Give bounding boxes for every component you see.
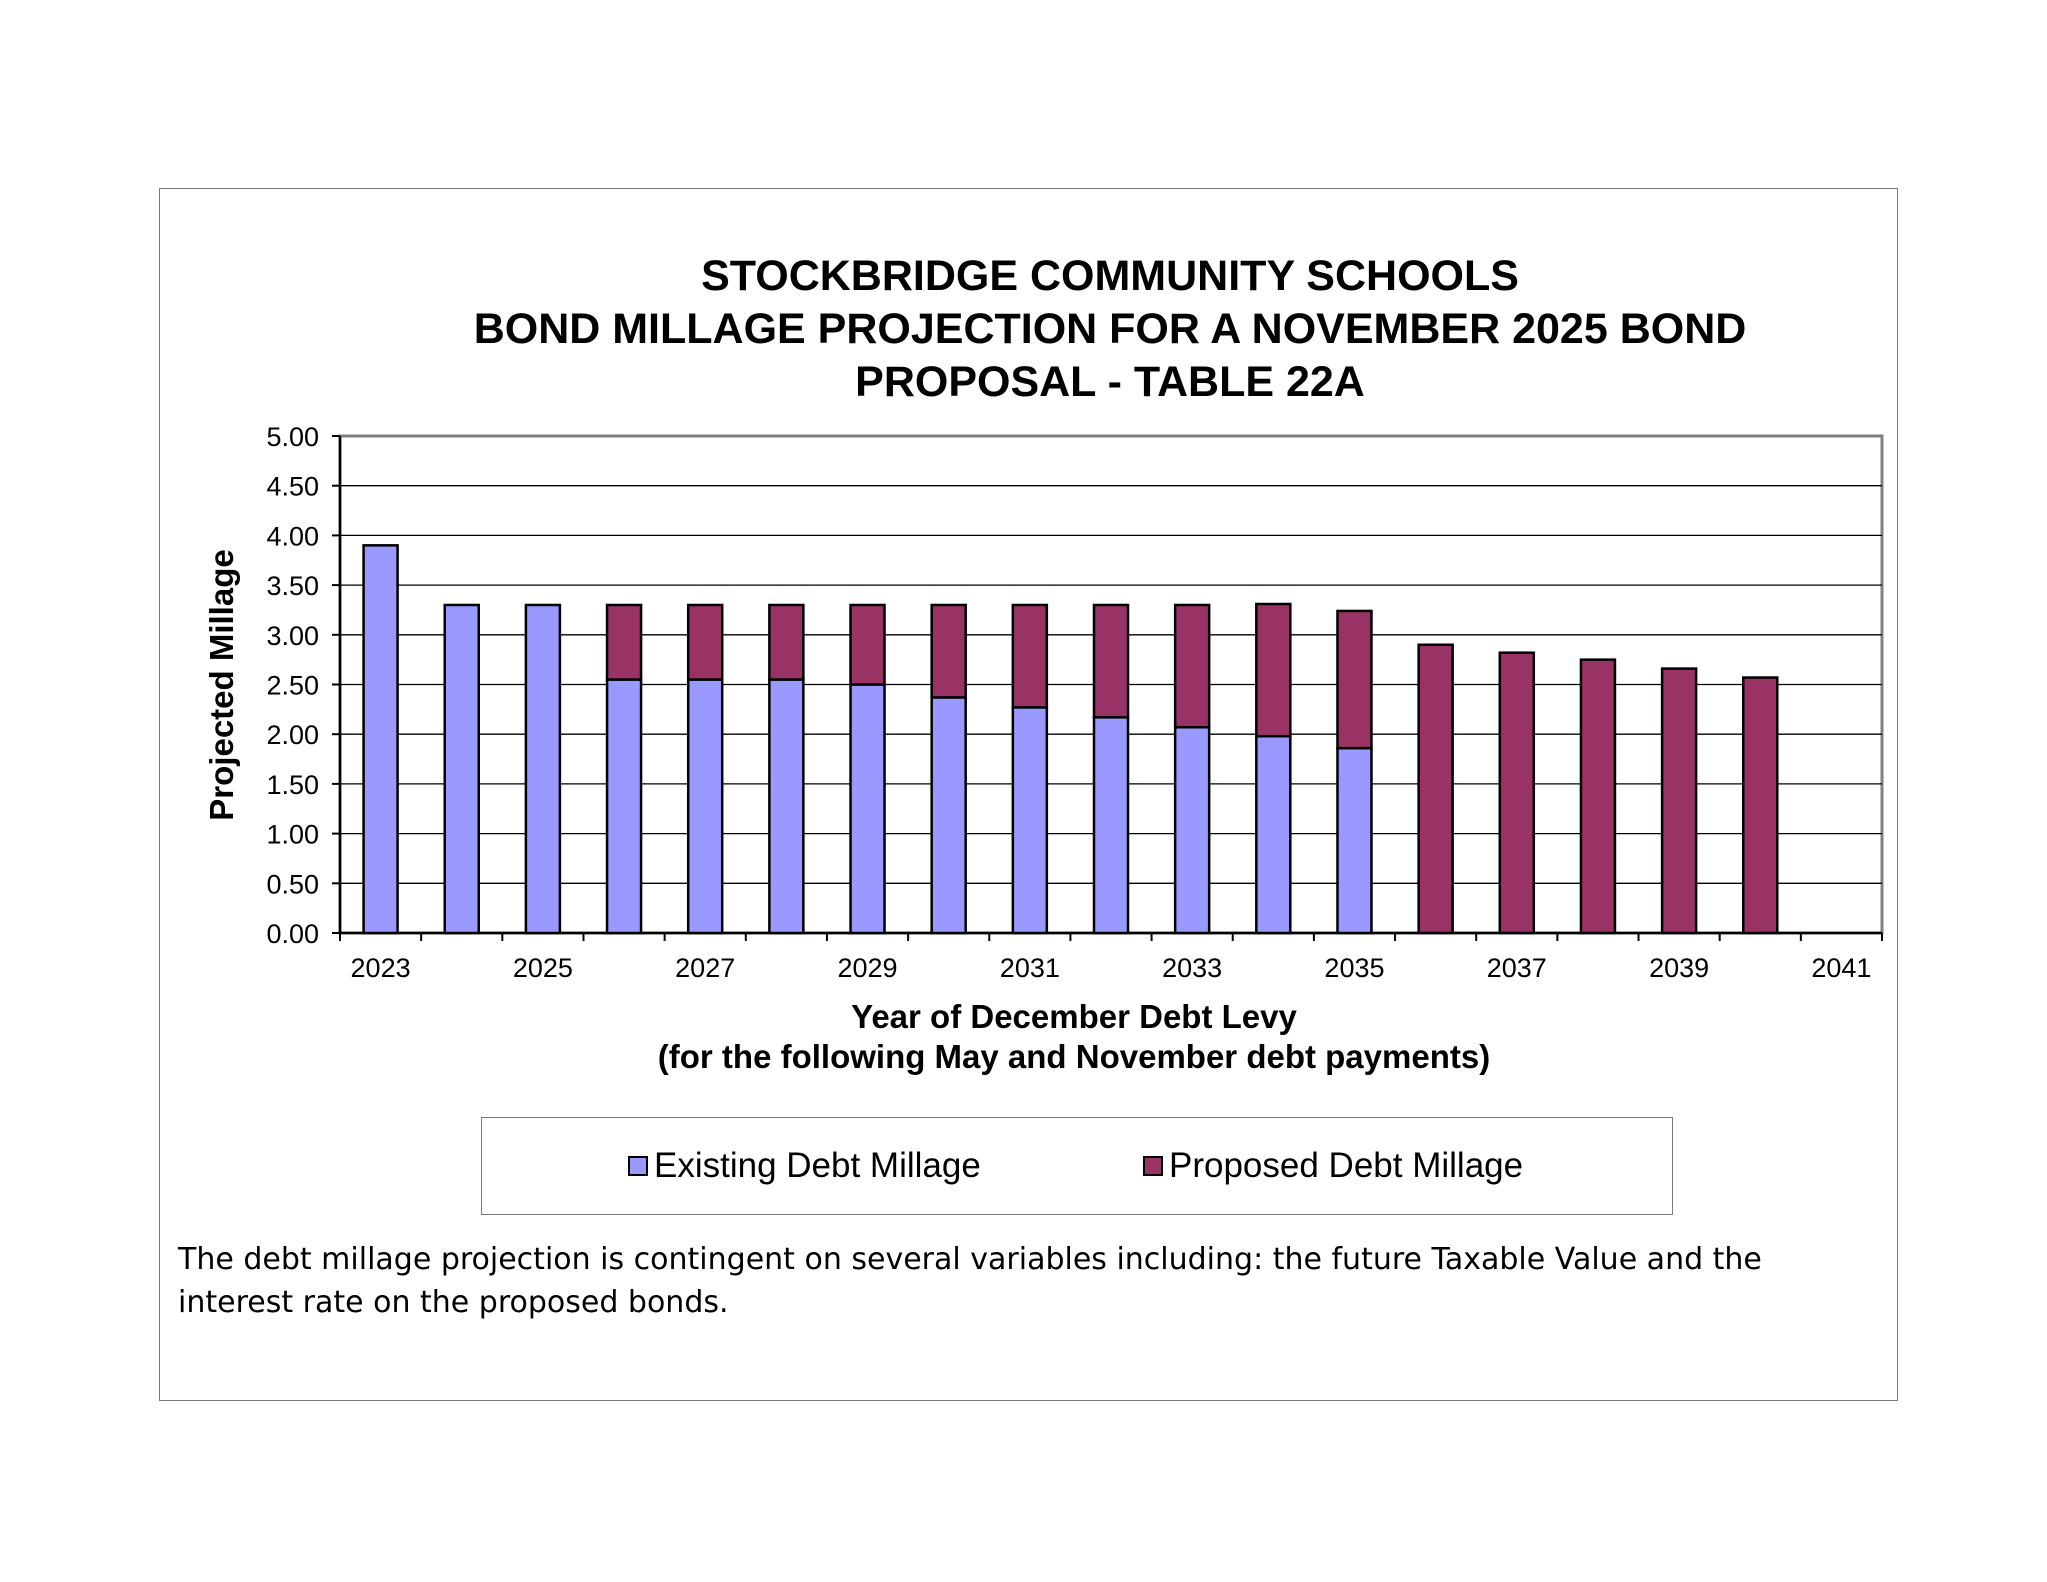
y-tick-label: 3.00 <box>266 620 319 651</box>
x-tick-label: 2041 <box>1811 953 1872 983</box>
x-tick-label: 2027 <box>675 953 736 983</box>
title-line-3: PROPOSAL - TABLE 22A <box>855 358 1365 406</box>
x-tick-label: 2037 <box>1486 953 1547 983</box>
footnote: The debt millage projection is contingent on several variables including: the future Taxable Value and the interest rate on the proposed bonds. <box>178 1242 1762 1320</box>
bar-proposed-2029 <box>851 605 885 685</box>
bar-proposed-2034 <box>1256 604 1290 736</box>
legend-label-proposed: Proposed Debt Millage <box>1169 1146 1524 1185</box>
x-tick-label: 2035 <box>1324 953 1385 983</box>
bar-existing-2023 <box>364 545 398 933</box>
x-tick-label: 2025 <box>512 953 573 983</box>
x-tick-label: 2029 <box>837 953 898 983</box>
y-tick-label: 5.00 <box>266 422 319 452</box>
y-tick-label: 1.00 <box>266 819 319 850</box>
bar-existing-2035 <box>1337 748 1371 933</box>
bar-proposed-2028 <box>769 605 803 680</box>
bar-existing-2029 <box>851 685 885 934</box>
legend-swatch-existing <box>628 1156 648 1176</box>
title-line-1: STOCKBRIDGE COMMUNITY SCHOOLS <box>701 252 1519 300</box>
bar-proposed-2037 <box>1500 653 1534 933</box>
x-axis-subtitle: (for the following May and November debt payments) <box>657 1038 1491 1075</box>
bar-proposed-2027 <box>688 605 722 680</box>
title-line-2: BOND MILLAGE PROJECTION FOR A NOVEMBER 2025 BOND <box>473 305 1747 353</box>
bar-existing-2034 <box>1256 736 1290 933</box>
bar-existing-2026 <box>607 680 641 933</box>
y-tick-label: 0.50 <box>266 869 319 900</box>
bar-proposed-2033 <box>1175 605 1209 727</box>
legend-swatch-proposed <box>1143 1156 1163 1176</box>
bar-existing-2030 <box>932 697 966 933</box>
bar-existing-2031 <box>1013 707 1047 933</box>
bar-existing-2033 <box>1175 727 1209 933</box>
bar-proposed-2030 <box>932 605 966 697</box>
bar-proposed-2036 <box>1419 645 1453 933</box>
x-tick-label: 2023 <box>350 953 411 983</box>
bar-proposed-2040 <box>1743 678 1777 933</box>
bar-existing-2028 <box>769 680 803 933</box>
x-axis-title: Year of December Debt Levy <box>851 998 1297 1035</box>
y-tick-label: 4.50 <box>266 471 319 502</box>
bar-existing-2024 <box>445 605 479 933</box>
y-tick-label: 0.00 <box>266 919 319 949</box>
legend-label-existing: Existing Debt Millage <box>654 1146 981 1185</box>
legend-item-proposed <box>1143 1146 1523 1186</box>
x-tick-label: 2031 <box>999 953 1060 983</box>
bar-existing-2027 <box>688 680 722 933</box>
x-tick-label: 2039 <box>1649 953 1710 983</box>
bar-proposed-2039 <box>1662 669 1696 933</box>
bar-proposed-2031 <box>1013 605 1047 707</box>
bar-proposed-2032 <box>1094 605 1128 717</box>
y-tick-label: 1.50 <box>266 769 319 800</box>
bar-proposed-2035 <box>1337 611 1371 748</box>
bar-proposed-2026 <box>607 605 641 680</box>
y-tick-label: 3.50 <box>266 571 319 602</box>
y-tick-label: 2.50 <box>266 670 319 701</box>
bar-existing-2032 <box>1094 717 1128 933</box>
y-axis-title: Projected Millage <box>203 549 240 821</box>
legend <box>481 1117 1673 1215</box>
bar-proposed-2038 <box>1581 660 1615 933</box>
bar-existing-2025 <box>526 605 560 933</box>
y-tick-label: 2.00 <box>266 720 319 751</box>
x-tick-label: 2033 <box>1162 953 1223 983</box>
legend-item-existing <box>628 1146 981 1186</box>
y-tick-label: 4.00 <box>266 521 319 552</box>
